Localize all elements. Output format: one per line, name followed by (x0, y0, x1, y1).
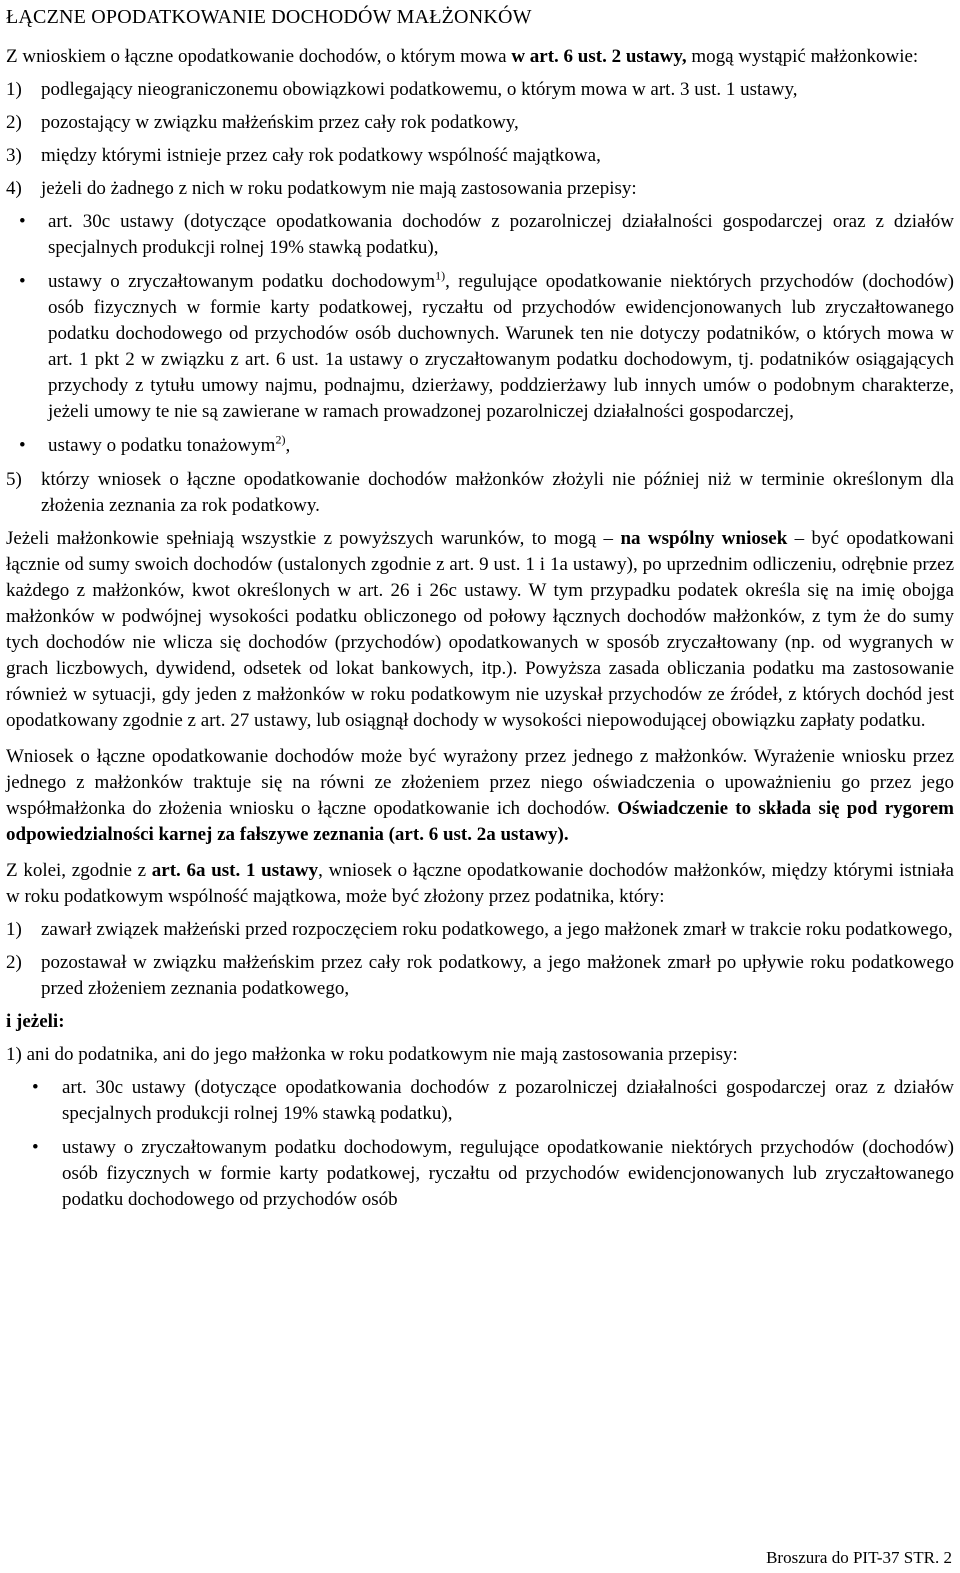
para3-text-a: Z kolei, zgodnie z (6, 860, 152, 881)
bullet-icon: • (32, 1077, 39, 1098)
condition-text: pozostający w związku małżeńskim przez cały rok podatkowy, (41, 112, 519, 133)
condition-number: 2) (6, 112, 22, 133)
bullet-icon: • (19, 271, 26, 292)
bullet-art-30c (6, 209, 954, 261)
para1-text-a: Jeżeli małżonkowie spełniają wszystkie z powyższych warunków, to mogą – (6, 528, 621, 549)
condition-5 (6, 467, 954, 519)
condition-2 (6, 110, 954, 136)
condition-number: 1) (6, 919, 22, 940)
condition-number: 1) (6, 79, 22, 100)
condition-4 (6, 176, 954, 202)
widow-condition-1 (6, 917, 954, 943)
document-page (6, 4, 954, 1221)
footnote-ref: 2) (275, 432, 286, 447)
bullet-icon: • (32, 1137, 39, 1158)
bullet-icon: • (19, 211, 26, 232)
condition-1 (6, 77, 954, 103)
para1-text-bold: na wspólny wniosek (620, 528, 788, 549)
i-jezeli-text: i jeżeli: (6, 1011, 65, 1032)
condition-text: którzy wniosek o łączne opodatkowanie dochodów małżonków złożyli nie później niż w terminie określonym dla złożenia zeznania za rok podatkowy. (41, 469, 954, 516)
bullet-text (48, 433, 954, 459)
bullet-text-a: ustawy o podatku tonażowym (48, 435, 276, 456)
footnote-ref: 1) (435, 268, 446, 283)
para3-text-bold: art. 6a ust. 1 ustawy (151, 860, 319, 881)
page-title: ŁĄCZNE OPODATKOWANIE DOCHODÓW MAŁŻONKÓW (6, 6, 532, 28)
bullet-ryczalt (6, 269, 954, 425)
bullet-text: art. 30c ustawy (dotyczące opodatkowania dochodów z pozarolniczej działalności gospodarczej oraz z działów specjalnych produkcji rolnej 19% stawką podatku), (62, 1077, 954, 1124)
condition-text: jeżeli do żadnego z nich w roku podatkowym nie mają zastosowania przepisy: (41, 178, 637, 199)
condition-number: 5) (6, 469, 22, 490)
condition-3 (6, 143, 954, 169)
condition-number: 4) (6, 178, 22, 199)
condition-text: podlegający nieograniczonemu obowiązkowi podatkowemu, o którym mowa w art. 3 ust. 1 ustawy, (41, 79, 798, 100)
paragraph-wniosek (6, 744, 954, 848)
last-bullet-1 (6, 1075, 954, 1127)
page-footer: Broszura do PIT-37 STR. 2 (766, 1548, 952, 1567)
bullet-text: art. 30c ustawy (dotyczące opodatkowania dochodów z pozarolniczej działalności gospodarczej oraz z działów specjalnych produkcji rolnej 19% stawką podatku), (48, 211, 954, 258)
bullet-text (48, 269, 954, 425)
condition-text: pozostawał w związku małżeńskim przez cały rok podatkowy, a jego małżonek zmarł po upływie roku podatkowego przed złożeniem zeznania podatkowego, (41, 952, 954, 999)
bullet-text-a: ustawy o zryczałtowanym podatku dochodowym (48, 271, 436, 292)
intro-text-e: mogą wystąpić małżonkowie: (686, 46, 919, 67)
last-item: 1) ani do podatnika, ani do jego małżonka w roku podatkowym nie mają zastosowania przepisy: (6, 1044, 738, 1065)
bullet-tonazowy (6, 433, 954, 459)
para3-text-c: , wniosek o łączne opodatkowanie dochodów małżonków, między którymi istniała w roku podatkowym wspólność majątkowa, może być złożony przez podatnika, który: (6, 860, 954, 907)
bullet-text-b: , regulujące opodatkowanie niektórych przychodów (dochodów) osób fizycznych w formie karty podatkowej, ryczałtu od przychodów ewidencjonowanych lub zryczałtowanego podatku dochodowego od przychodów osób duchownych. Warunek ten nie dotyczy podatników, o których mowa w art. 1 pkt 2 w związku z art. 6 ust. 1a ustawy o zryczałtowanym podatku dochodowym, tj. podatników osiągających przychody z tytułu umowy najmu, podnajmu, dzierżawy, poddzierżawy lub innych umów o podobnym charakterze, jeżeli umowy te nie są zawierane w ramach prowadzonej pozarolniczej działalności gospodarczej, (48, 271, 954, 422)
intro-text-d: 2 ustawy, (611, 46, 687, 67)
bullet-text-b: , (285, 435, 291, 456)
widow-condition-2 (6, 950, 954, 1002)
paragraph-joint-taxation (6, 526, 954, 734)
para2-text-bold: Oświadczenie to składa się pod rygorem odpowiedzialności karnej za fałszywe zeznania (art. 6 ust. 2a ustawy). (6, 798, 954, 845)
intro-text-b: w art. 6 ust. (511, 46, 607, 67)
para1-text-c: – być opodatkowani łącznie od sumy swoich dochodów (ustalonych zgodnie z art. 9 ust. 1 i 1a ustawy), po uprzednim odliczeniu, odrębnie przez każdego z małżonków, kwot określonych w art. 26 i 26c ustawy. W tym przypadku podatek określa się na imię obojga małżonków w podwójnej wysokości podatku obliczonego od połowy łącznych dochodów małżonków, z tym że do sumy tych dochodów nie wlicza się dochodów (przychodów) opodatkowanych w sposób zryczałtowany (np. od wygranych w grach liczbowych, dywidend, odsetek od lokat bankowych, itp.). Powyższa zasada obliczania podatku ma zastosowanie również w sytuacji, gdy jeden z małżonków w roku podatkowym nie uzyskał przychodów ze źródeł, z których dochód jest opodatkowany zgodnie z art. 27 ustawy, lub osiągnął dochody w wysokości niepowodującej obowiązku zapłaty podatku. (6, 528, 955, 731)
bullet-text: ustawy o zryczałtowanym podatku dochodowym, regulujące opodatkowanie niektórych przychodów (dochodów) osób fizycznych w formie karty podatkowej, ryczałtu od przychodów ewidencjonowanych lub zryczałtowanego podatku dochodowego od przychodów osób (62, 1137, 954, 1210)
condition-number: 3) (6, 145, 22, 166)
condition-number: 2) (6, 952, 22, 973)
intro-paragraph (6, 44, 954, 70)
intro-text-a: Z wnioskiem o łączne opodatkowanie dochodów, o którym mowa (6, 46, 512, 67)
bullet-icon: • (19, 435, 26, 456)
para2-text-a: Wniosek o łączne opodatkowanie dochodów może być wyrażony przez jednego z małżonków. Wyrażenie wniosku przez jednego z małżonków traktuje się na równi ze złożeniem przez niego oświadczenia o upoważnieniu go przez jego współmałżonka do złożenia wniosku o łączne opodatkowanie ich dochodów. (6, 746, 954, 819)
paragraph-art-6a (6, 858, 954, 910)
condition-text: między którymi istnieje przez cały rok podatkowy wspólność majątkowa, (41, 145, 601, 166)
i-jezeli-label (6, 1009, 954, 1035)
last-bullet-2 (6, 1135, 954, 1213)
condition-text: zawarł związek małżeński przed rozpoczęciem roku podatkowego, a jego małżonek zmarł w trakcie roku podatkowego, (41, 919, 953, 940)
